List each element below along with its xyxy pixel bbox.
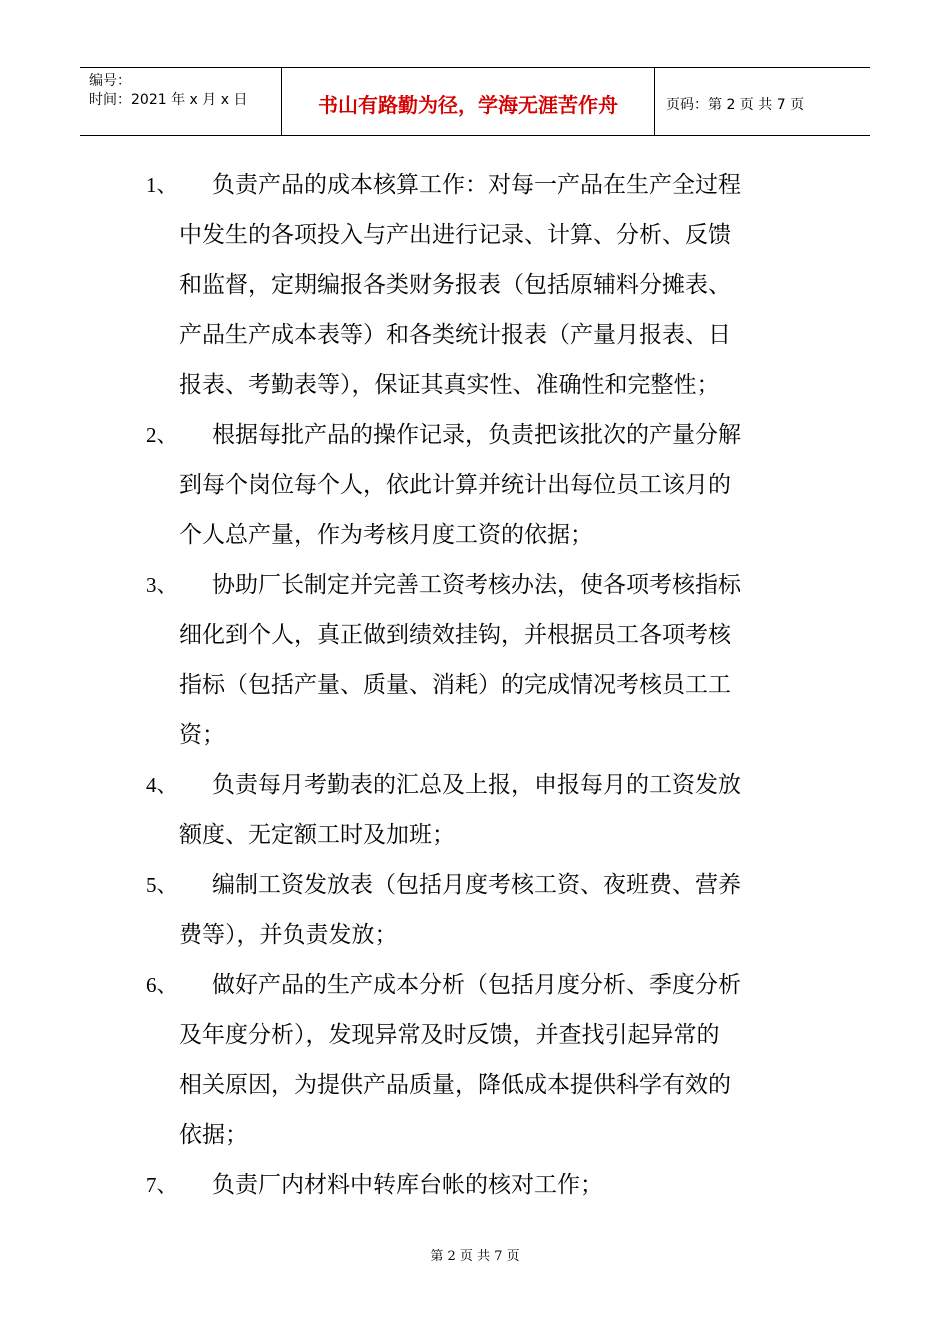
item-text-line: 到每个岗位每个人，依此计算并统计出每位员工该月的	[179, 472, 731, 498]
item-number: 6、	[146, 973, 178, 997]
item-text	[179, 960, 807, 1160]
serial-number-label: 编号：	[89, 73, 131, 89]
item-text	[179, 760, 807, 860]
item-text-line: 编制工资发放表（包括月度考核工资、夜班费、营养	[212, 872, 741, 898]
item-text-line: 及年度分析），发现异常及时反馈，并查找引起异常的	[179, 1022, 720, 1048]
item-number: 4、	[146, 773, 178, 797]
date-label: 时间：2021 年 x 月 x 日	[89, 92, 248, 108]
header-meta	[80, 68, 282, 135]
list-item	[146, 160, 816, 410]
page-footer: 第 2 页 共 7 页	[430, 1249, 520, 1264]
header-page-info: 页码：第 2 页 共 7 页	[666, 96, 805, 113]
item-number: 2、	[146, 423, 178, 447]
item-text-line: 指标（包括产量、质量、消耗）的完成情况考核员工工	[179, 672, 731, 698]
item-text	[179, 560, 807, 760]
item-number: 5、	[146, 873, 178, 897]
item-text-line: 额度、无定额工时及加班；	[179, 822, 455, 848]
item-number: 1、	[146, 173, 178, 197]
item-text-line: 费等），并负责发放；	[179, 922, 398, 948]
document-body	[146, 160, 816, 1210]
item-text-line: 产品生产成本表等）和各类统计报表（产量月报表、日	[179, 322, 731, 348]
item-text	[179, 1160, 807, 1210]
item-text	[179, 860, 807, 960]
item-text-line: 资；	[179, 722, 225, 748]
item-text-line: 根据每批产品的操作记录，负责把该批次的产量分解	[212, 422, 741, 448]
item-text-line: 负责产品的成本核算工作：对每一产品在生产全过程	[212, 172, 741, 198]
list-item	[146, 960, 816, 1160]
item-text-line: 负责每月考勤表的汇总及上报，申报每月的工资发放	[212, 772, 741, 798]
item-number: 3、	[146, 573, 178, 597]
item-text-line: 个人总产量，作为考核月度工资的依据；	[179, 522, 593, 548]
item-text-line: 细化到个人，真正做到绩效挂钩，并根据员工各项考核	[179, 622, 731, 648]
header-motto: 书山有路勤为径，学海无涯苦作舟	[282, 68, 655, 135]
item-text	[179, 410, 807, 560]
item-text-line: 依据；	[179, 1122, 248, 1148]
list-item	[146, 1160, 816, 1210]
list-item	[146, 860, 816, 960]
list-item	[146, 760, 816, 860]
item-text-line: 做好产品的生产成本分析（包括月度分析、季度分析	[212, 972, 741, 998]
item-text-line: 负责厂内材料中转库台帐的核对工作；	[212, 1172, 603, 1198]
item-text-line: 相关原因，为提供产品质量，降低成本提供科学有效的	[179, 1072, 731, 1098]
item-text-line: 中发生的各项投入与产出进行记录、计算、分析、反馈	[179, 222, 731, 248]
item-number: 7、	[146, 1173, 178, 1197]
item-text	[179, 160, 807, 410]
item-text-line: 协助厂长制定并完善工资考核办法，使各项考核指标	[212, 572, 741, 598]
list-item	[146, 560, 816, 760]
item-text-line: 和监督，定期编报各类财务报表（包括原辅料分摊表、	[179, 272, 731, 298]
list-item	[146, 410, 816, 560]
page-header	[80, 67, 870, 136]
item-text-line: 报表、考勤表等），保证其真实性、准确性和完整性；	[179, 372, 720, 398]
